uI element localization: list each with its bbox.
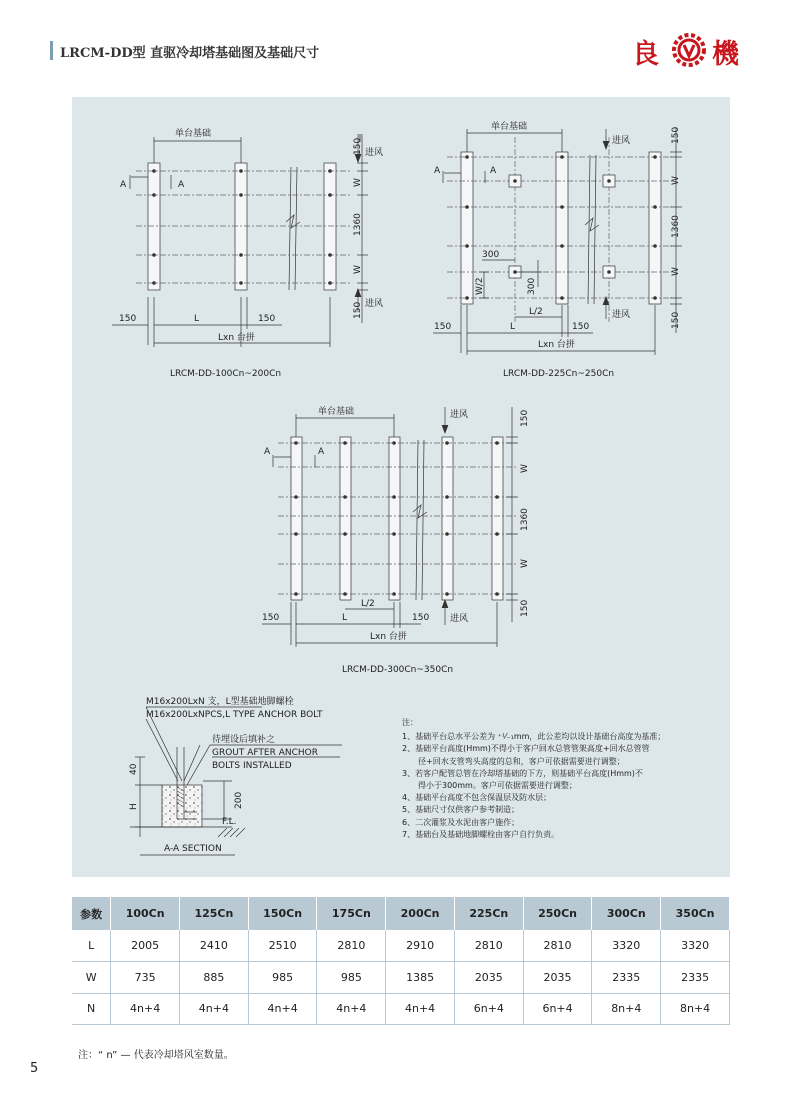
d1-caption: LRCM-DD-100Cn~200Cn [170, 369, 282, 379]
table-row [72, 993, 730, 1025]
table-cell: 8n+4 [592, 993, 661, 1025]
brand-logo [630, 30, 760, 70]
table-cell: 2335 [661, 962, 730, 994]
d1-section-mark-left: A [120, 180, 127, 190]
section-fl: F.L. [222, 817, 237, 827]
logo-char-right: 機 [712, 39, 739, 70]
d1-dim-l: L [194, 314, 200, 324]
d2-dim-w-bottom: W [671, 267, 681, 276]
d2-dim-300-v: 300 [527, 277, 537, 295]
table-cell: 3320 [661, 930, 730, 962]
table-cell: 4n+4 [248, 993, 317, 1025]
d1-dim-lxn: Lxn 台拼 [218, 333, 255, 343]
d2-section-mark-left: A [434, 166, 441, 176]
section-dim-h: H [129, 803, 139, 810]
table-header-cell: 200Cn [386, 897, 455, 930]
d1-dim-150-right: 150 [258, 314, 276, 324]
d1-dim-150-bottom: 150 [353, 301, 363, 319]
d3-dim-150-left: 150 [262, 613, 280, 623]
drawing-300-350 [262, 407, 518, 647]
d1-dim-w-top: W [353, 178, 363, 187]
table-cell: 2810 [454, 930, 523, 962]
bolt-spec-en: M16x200LxNPCS,L TYPE ANCHOR BOLT [146, 710, 323, 720]
d1-inlet-top: 进风 [365, 148, 384, 158]
table-header-cell: 175Cn [317, 897, 386, 930]
d2-inlet-top: 进风 [612, 136, 631, 146]
d3-dim-150-bottom: 150 [520, 599, 530, 617]
table-cell: 6n+4 [454, 993, 523, 1025]
d3-dim-1360: 1360 [520, 508, 530, 531]
grout-en-1: GROUT AFTER ANCHOR [212, 748, 319, 758]
d3-dim-w-bottom: W [520, 559, 530, 568]
header-accent-bar [50, 41, 53, 60]
d3-label-single-base: 单台基础 [318, 407, 355, 417]
note-line: 3、若客户配管总管在冷却塔基础的下方，则基础平台高度(Hmm)不 [402, 768, 643, 778]
table-cell: 8n+4 [661, 993, 730, 1025]
d2-dim-150-left: 150 [434, 322, 452, 332]
d3-dim-l: L [342, 613, 348, 623]
aa-section-detail [130, 707, 342, 855]
section-title: A-A SECTION [164, 844, 222, 854]
drawing-225-250 [433, 127, 682, 355]
d1-dim-150-left: 150 [119, 314, 137, 324]
table-cell: 2510 [248, 930, 317, 962]
note-line: 5、基础尺寸仅供客户参考制造； [402, 805, 520, 815]
table-cell: 2910 [386, 930, 455, 962]
d1-dim-150-top: 150 [353, 137, 363, 155]
d1-dim-1360: 1360 [353, 213, 363, 236]
table-row [72, 962, 730, 994]
page-number: 5 [30, 1061, 39, 1076]
d2-dim-150-top: 150 [671, 126, 681, 144]
table-cell: 985 [317, 962, 386, 994]
d2-dim-1360: 1360 [671, 215, 681, 238]
table-header-row [72, 897, 730, 930]
table-header-cell: 225Cn [454, 897, 523, 930]
table-header-cell: 参数 [72, 897, 111, 930]
d2-dim-w2: W/2 [475, 277, 485, 295]
table-cell: 2810 [523, 930, 592, 962]
table-cell: 3320 [592, 930, 661, 962]
d1-inlet-bottom: 进风 [365, 299, 384, 309]
d2-dim-150-right: 150 [572, 322, 590, 332]
note-line: 1、基础平台总水平公差为 ⁺¹⁄₋₁mm，此公差均以设计基础台高度为基准； [402, 732, 666, 742]
table-header-cell: 100Cn [111, 897, 180, 930]
table-header-cell: 300Cn [592, 897, 661, 930]
table-cell: 4n+4 [111, 993, 180, 1025]
notes-block [402, 717, 722, 841]
d3-section-mark-left: A [264, 447, 271, 457]
d3-dim-lxn: Lxn 台拼 [370, 632, 407, 642]
page-title [60, 42, 319, 61]
table-cell: 2035 [523, 962, 592, 994]
d2-dim-l2: L/2 [529, 307, 543, 317]
section-dim-200: 200 [234, 791, 244, 809]
d3-dim-150-top: 150 [520, 409, 530, 427]
table-cell: 885 [180, 962, 249, 994]
d1-label-single-base: 单台基础 [175, 129, 212, 139]
note-line: 得小于300mm。客户可依据需要进行调整； [402, 781, 577, 791]
d3-dim-w-top: W [520, 464, 530, 473]
table-cell: 735 [111, 962, 180, 994]
d2-dim-300-h: 300 [482, 250, 500, 260]
table-cell: 2335 [592, 962, 661, 994]
d2-inlet-bottom: 进风 [612, 310, 631, 320]
title-text: 直驱冷却塔基础图及基础尺寸 [150, 46, 320, 61]
d3-dim-150-right: 150 [412, 613, 430, 623]
d3-section-mark-right: A [318, 447, 325, 457]
table-note: 注：“ n” — 代表冷却塔风室数量。 [78, 1050, 234, 1061]
table-cell: 1385 [386, 962, 455, 994]
note-line: 6、二次灌浆及水泥由客户施作； [402, 817, 520, 827]
table-header-cell: 250Cn [523, 897, 592, 930]
table-header-cell: 125Cn [180, 897, 249, 930]
table-header-cell: 350Cn [661, 897, 730, 930]
d3-inlet-bottom: 进风 [450, 614, 469, 624]
section-dim-40: 40 [129, 763, 139, 775]
d2-label-single-base: 单台基础 [491, 122, 528, 132]
table-cell: 4n+4 [317, 993, 386, 1025]
d2-dim-lxn: Lxn 台拼 [538, 340, 575, 350]
d2-dim-w-top: W [671, 176, 681, 185]
note-line: 7、基础台及基础地脚螺栓由客户自行负责。 [402, 829, 560, 839]
bolt-spec-cn: M16x200LxN 支，L型基础地脚螺栓 [146, 697, 294, 707]
logo-char-left: 良 [632, 39, 659, 70]
d1-section-mark-right: A [178, 180, 185, 190]
d2-dim-150-bottom: 150 [671, 311, 681, 329]
note-line: 4、基础平台高度不包含保温层及防水层； [402, 793, 552, 803]
note-line: 径+回水支管弯头高度的总和，客户可依据需要进行调整； [402, 756, 625, 766]
note-line: 2、基础平台高度(Hmm)不得小于客户回水总管管架高度+回水总管管 [402, 744, 650, 754]
d2-section-mark-right: A [490, 166, 497, 176]
gear-emblem-icon [670, 32, 708, 68]
table-cell: 4n+4 [386, 993, 455, 1025]
grout-cn: 待埋设后填补之 [212, 735, 276, 745]
d3-caption: LRCM-DD-300Cn~350Cn [342, 665, 454, 675]
d3-inlet-top: 进风 [450, 410, 469, 420]
notes-title: 注： [402, 718, 418, 727]
dimension-table [72, 897, 730, 1025]
table-header-cell: 150Cn [248, 897, 317, 930]
table-cell: 985 [248, 962, 317, 994]
table-row [72, 930, 730, 962]
table-cell: 6n+4 [523, 993, 592, 1025]
table-cell: 2810 [317, 930, 386, 962]
table-cell: N [72, 993, 111, 1025]
table-cell: 2005 [111, 930, 180, 962]
drawing-100-200 [112, 134, 368, 347]
table-cell: 2035 [454, 962, 523, 994]
d1-dim-w-bottom: W [353, 265, 363, 274]
d2-dim-l: L [510, 322, 516, 332]
table-cell: 4n+4 [180, 993, 249, 1025]
table-cell: 2410 [180, 930, 249, 962]
table-cell: W [72, 962, 111, 994]
table-cell: L [72, 930, 111, 962]
model-prefix: LRCM-DD型 [60, 46, 146, 61]
grout-en-2: BOLTS INSTALLED [212, 761, 292, 771]
d2-caption: LRCM-DD-225Cn~250Cn [503, 369, 615, 379]
d3-dim-l2: L/2 [361, 599, 375, 609]
